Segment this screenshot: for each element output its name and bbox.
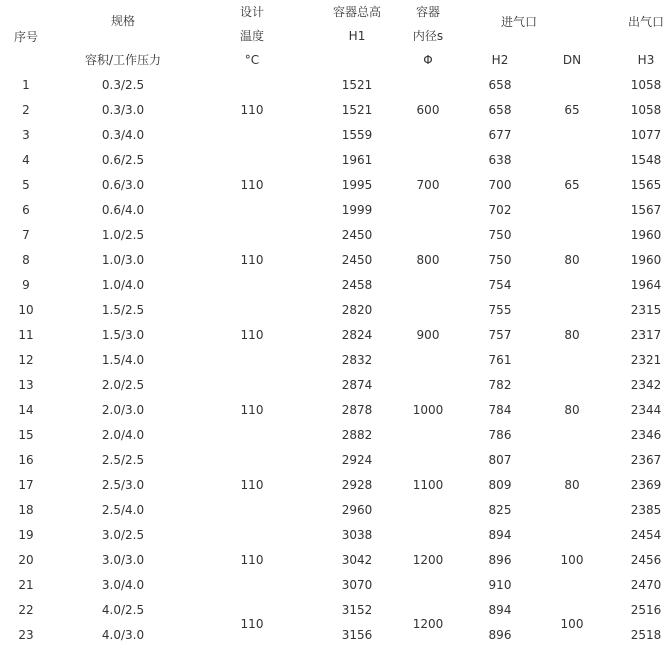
header-spec-sub: 容积/工作压力 bbox=[84, 53, 162, 67]
cell-spec: 2.0/4.0 bbox=[101, 428, 145, 442]
cell-h3: 1058 bbox=[630, 78, 662, 92]
group-temp: 110 bbox=[240, 553, 264, 567]
cell-spec: 2.5/3.0 bbox=[101, 478, 145, 492]
cell-spec: 0.3/3.0 bbox=[101, 103, 145, 117]
cell-no: 18 bbox=[18, 503, 34, 517]
header-total-height: 容器总高 bbox=[332, 5, 382, 19]
cell-h3: 2470 bbox=[630, 578, 662, 592]
cell-spec: 3.0/2.5 bbox=[101, 528, 145, 542]
cell-h3: 2344 bbox=[630, 403, 662, 417]
group-diameter: 800 bbox=[416, 253, 440, 267]
header-design-temp-l1: 设计 bbox=[239, 5, 265, 19]
cell-h3: 2385 bbox=[630, 503, 662, 517]
cell-h3: 2518 bbox=[630, 628, 662, 642]
header-inner-diameter-l1: 容器 bbox=[415, 5, 441, 19]
header-inlet-dn: DN bbox=[562, 53, 582, 67]
group-diameter: 700 bbox=[416, 178, 440, 192]
cell-h3: 1567 bbox=[630, 203, 662, 217]
cell-h1: 2820 bbox=[341, 303, 373, 317]
cell-h1: 2874 bbox=[341, 378, 373, 392]
cell-h3: 1058 bbox=[630, 103, 662, 117]
group-diameter: 900 bbox=[416, 328, 440, 342]
cell-h2: 894 bbox=[488, 603, 512, 617]
cell-h1: 2832 bbox=[341, 353, 373, 367]
cell-h1: 1961 bbox=[341, 153, 373, 167]
group-dn: 65 bbox=[564, 178, 580, 192]
group-temp: 110 bbox=[240, 253, 264, 267]
group-diameter: 600 bbox=[416, 103, 440, 117]
header-design-temp-l2: 温度 bbox=[239, 29, 265, 43]
group-dn: 100 bbox=[560, 617, 584, 631]
cell-no: 7 bbox=[22, 228, 30, 242]
header-inlet-h2: H2 bbox=[491, 53, 509, 67]
cell-h3: 2454 bbox=[630, 528, 662, 542]
cell-h3: 2456 bbox=[630, 553, 662, 567]
header-total-height-sub: H1 bbox=[348, 29, 366, 43]
header-spec: 规格 bbox=[110, 14, 136, 28]
cell-spec: 3.0/4.0 bbox=[101, 578, 145, 592]
cell-spec: 2.5/4.0 bbox=[101, 503, 145, 517]
cell-no: 11 bbox=[18, 328, 34, 342]
cell-h2: 677 bbox=[488, 128, 512, 142]
cell-spec: 4.0/3.0 bbox=[101, 628, 145, 642]
cell-h3: 1960 bbox=[630, 228, 662, 242]
cell-spec: 3.0/3.0 bbox=[101, 553, 145, 567]
cell-h2: 754 bbox=[488, 278, 512, 292]
cell-no: 10 bbox=[18, 303, 34, 317]
cell-h3: 2516 bbox=[630, 603, 662, 617]
cell-h3: 2367 bbox=[630, 453, 662, 467]
cell-h2: 894 bbox=[488, 528, 512, 542]
cell-h1: 2450 bbox=[341, 253, 373, 267]
cell-no: 17 bbox=[18, 478, 34, 492]
cell-h1: 1559 bbox=[341, 128, 373, 142]
cell-spec: 2.0/3.0 bbox=[101, 403, 145, 417]
cell-no: 13 bbox=[18, 378, 34, 392]
group-dn: 80 bbox=[564, 478, 580, 492]
cell-h2: 910 bbox=[488, 578, 512, 592]
cell-no: 23 bbox=[18, 628, 34, 642]
cell-h2: 807 bbox=[488, 453, 512, 467]
cell-h1: 2878 bbox=[341, 403, 373, 417]
cell-spec: 0.3/4.0 bbox=[101, 128, 145, 142]
cell-no: 6 bbox=[22, 203, 30, 217]
cell-h2: 757 bbox=[488, 328, 512, 342]
group-diameter: 1200 bbox=[412, 553, 444, 567]
cell-h1: 3038 bbox=[341, 528, 373, 542]
cell-h1: 1521 bbox=[341, 103, 373, 117]
cell-no: 15 bbox=[18, 428, 34, 442]
group-dn: 100 bbox=[560, 553, 584, 567]
cell-h2: 761 bbox=[488, 353, 512, 367]
cell-h1: 2924 bbox=[341, 453, 373, 467]
cell-no: 16 bbox=[18, 453, 34, 467]
cell-no: 4 bbox=[22, 153, 30, 167]
cell-h3: 1548 bbox=[630, 153, 662, 167]
cell-h2: 896 bbox=[488, 628, 512, 642]
header-index: 序号 bbox=[13, 30, 39, 44]
cell-h1: 2928 bbox=[341, 478, 373, 492]
cell-spec: 1.0/3.0 bbox=[101, 253, 145, 267]
cell-h3: 1964 bbox=[630, 278, 662, 292]
cell-h3: 2317 bbox=[630, 328, 662, 342]
cell-h2: 809 bbox=[488, 478, 512, 492]
cell-h1: 2824 bbox=[341, 328, 373, 342]
cell-no: 19 bbox=[18, 528, 34, 542]
cell-spec: 0.6/3.0 bbox=[101, 178, 145, 192]
cell-h2: 784 bbox=[488, 403, 512, 417]
cell-no: 14 bbox=[18, 403, 34, 417]
cell-spec: 1.0/2.5 bbox=[101, 228, 145, 242]
cell-spec: 1.5/2.5 bbox=[101, 303, 145, 317]
cell-no: 21 bbox=[18, 578, 34, 592]
header-design-temp-unit: °C bbox=[244, 53, 260, 67]
cell-h3: 1960 bbox=[630, 253, 662, 267]
group-dn: 65 bbox=[564, 103, 580, 117]
cell-h3: 2346 bbox=[630, 428, 662, 442]
cell-spec: 0.3/2.5 bbox=[101, 78, 145, 92]
cell-h2: 658 bbox=[488, 103, 512, 117]
cell-h1: 1999 bbox=[341, 203, 373, 217]
cell-h1: 2960 bbox=[341, 503, 373, 517]
group-temp: 110 bbox=[240, 103, 264, 117]
cell-h2: 755 bbox=[488, 303, 512, 317]
group-dn: 80 bbox=[564, 253, 580, 267]
header-inner-diameter-sub: Φ bbox=[423, 53, 433, 67]
group-temp: 110 bbox=[240, 403, 264, 417]
cell-no: 12 bbox=[18, 353, 34, 367]
cell-h2: 825 bbox=[488, 503, 512, 517]
cell-h3: 2315 bbox=[630, 303, 662, 317]
group-temp: 110 bbox=[240, 178, 264, 192]
cell-h1: 3152 bbox=[341, 603, 373, 617]
cell-spec: 0.6/2.5 bbox=[101, 153, 145, 167]
cell-no: 22 bbox=[18, 603, 34, 617]
cell-h2: 638 bbox=[488, 153, 512, 167]
group-temp: 110 bbox=[240, 617, 264, 631]
cell-h3: 2321 bbox=[630, 353, 662, 367]
cell-no: 2 bbox=[22, 103, 30, 117]
cell-spec: 0.6/4.0 bbox=[101, 203, 145, 217]
cell-h2: 782 bbox=[488, 378, 512, 392]
cell-h1: 2450 bbox=[341, 228, 373, 242]
cell-spec: 2.5/2.5 bbox=[101, 453, 145, 467]
cell-no: 5 bbox=[22, 178, 30, 192]
cell-h1: 1995 bbox=[341, 178, 373, 192]
group-temp: 110 bbox=[240, 328, 264, 342]
group-dn: 80 bbox=[564, 403, 580, 417]
cell-spec: 1.5/4.0 bbox=[101, 353, 145, 367]
cell-h3: 2369 bbox=[630, 478, 662, 492]
cell-h2: 750 bbox=[488, 253, 512, 267]
group-dn: 80 bbox=[564, 328, 580, 342]
cell-h1: 3042 bbox=[341, 553, 373, 567]
cell-h1: 2458 bbox=[341, 278, 373, 292]
cell-h2: 702 bbox=[488, 203, 512, 217]
cell-no: 8 bbox=[22, 253, 30, 267]
cell-spec: 1.0/4.0 bbox=[101, 278, 145, 292]
cell-no: 20 bbox=[18, 553, 34, 567]
group-temp: 110 bbox=[240, 478, 264, 492]
header-outlet-h3: H3 bbox=[637, 53, 655, 67]
cell-h2: 658 bbox=[488, 78, 512, 92]
cell-spec: 2.0/2.5 bbox=[101, 378, 145, 392]
cell-h1: 3156 bbox=[341, 628, 373, 642]
cell-spec: 1.5/3.0 bbox=[101, 328, 145, 342]
cell-spec: 4.0/2.5 bbox=[101, 603, 145, 617]
cell-no: 1 bbox=[22, 78, 30, 92]
cell-no: 9 bbox=[22, 278, 30, 292]
cell-h3: 2342 bbox=[630, 378, 662, 392]
cell-h2: 750 bbox=[488, 228, 512, 242]
cell-h2: 700 bbox=[488, 178, 512, 192]
cell-h3: 1565 bbox=[630, 178, 662, 192]
cell-h3: 1077 bbox=[630, 128, 662, 142]
header-inner-diameter-l2: 内径s bbox=[412, 29, 444, 43]
header-inlet: 进气口 bbox=[500, 15, 538, 29]
cell-h1: 3070 bbox=[341, 578, 373, 592]
group-diameter: 1000 bbox=[412, 403, 444, 417]
cell-h1: 2882 bbox=[341, 428, 373, 442]
cell-h1: 1521 bbox=[341, 78, 373, 92]
cell-no: 3 bbox=[22, 128, 30, 142]
cell-h2: 786 bbox=[488, 428, 512, 442]
header-outlet: 出气口 bbox=[627, 15, 665, 29]
group-diameter: 1200 bbox=[412, 617, 444, 631]
cell-h2: 896 bbox=[488, 553, 512, 567]
group-diameter: 1100 bbox=[412, 478, 444, 492]
